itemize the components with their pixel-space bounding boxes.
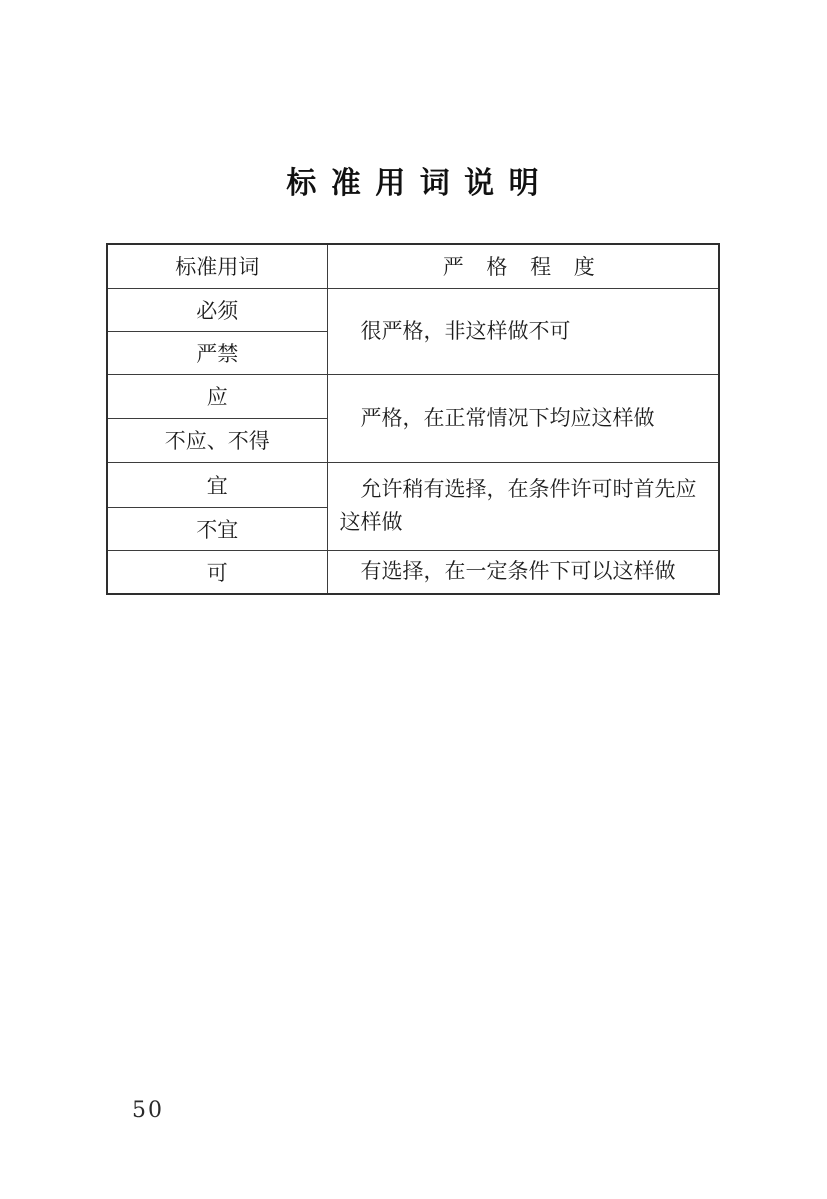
table-row: [107, 550, 719, 594]
column-header-term: 标准用词: [107, 244, 327, 288]
term-cell-buyi: 不宜: [107, 507, 327, 550]
standard-wording-table: [106, 243, 720, 595]
table-row: [107, 462, 719, 507]
page-title: 标 准 用 词 说 明: [286, 166, 541, 201]
term-cell-yanjin: 严禁: [107, 331, 327, 374]
term-cell-yi: 宜: [107, 462, 327, 507]
meaning-cell-slight-choice: 允许稍有选择，在条件许可时首先应这样做: [327, 462, 719, 550]
meaning-cell-choice: 有选择，在一定条件下可以这样做: [327, 550, 719, 594]
table-row: [107, 374, 719, 418]
meaning-cell-strict: 严格，在正常情况下均应这样做: [327, 374, 719, 462]
page-number: 50: [132, 1098, 164, 1123]
term-cell-ying: 应: [107, 374, 327, 418]
table-row: [107, 288, 719, 331]
meaning-cell-very-strict: 很严格，非这样做不可: [327, 288, 719, 374]
column-header-strictness: 严 格 程 度: [327, 244, 719, 288]
table-header-row: [107, 244, 719, 288]
term-cell-ke: 可: [107, 550, 327, 594]
term-cell-bixu: 必须: [107, 288, 327, 331]
term-cell-buying-bude: 不应、不得: [107, 418, 327, 462]
